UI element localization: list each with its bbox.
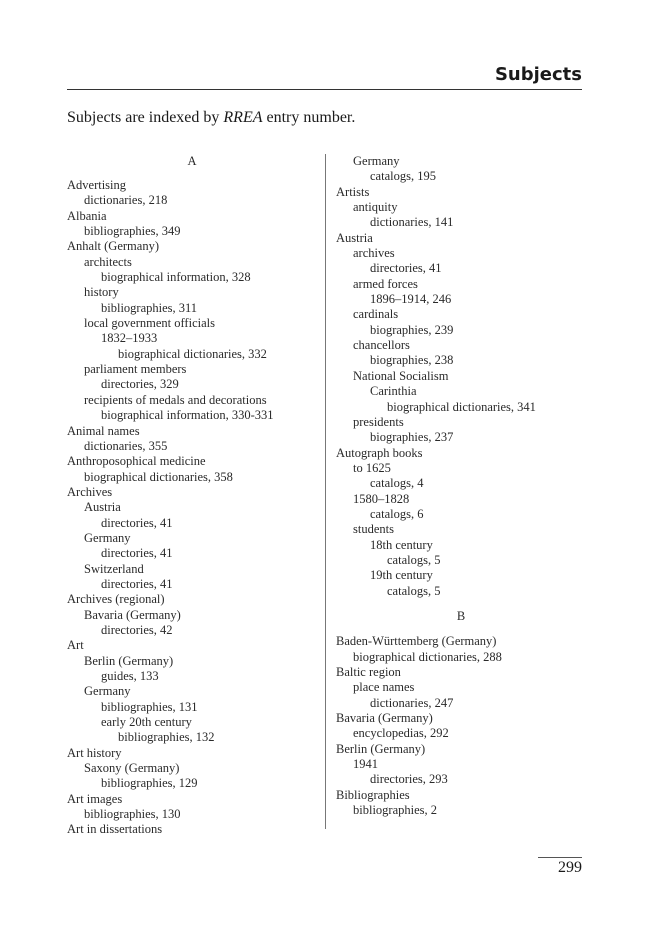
index-entry: biographical dictionaries, 332 xyxy=(118,346,267,361)
letter-heading-b: B xyxy=(456,608,466,623)
index-entry: directories, 42 xyxy=(101,622,173,637)
index-entry: Bavaria (Germany) xyxy=(336,711,433,726)
index-entry: catalogs, 195 xyxy=(370,169,436,184)
index-entry: Germany xyxy=(84,684,131,699)
index-entry: guides, 133 xyxy=(101,669,159,683)
index-entry: Autograph books xyxy=(336,445,423,460)
index-entry: dictionaries, 141 xyxy=(370,215,454,230)
index-entry: biographical dictionaries, 358 xyxy=(84,469,233,484)
index-entry: recipients of medals and decorations xyxy=(84,392,267,407)
index-entry: National Socialism xyxy=(353,368,449,383)
index-entry: Austria xyxy=(84,500,121,515)
intro-text xyxy=(67,109,355,127)
index-entry: Art xyxy=(67,638,84,653)
index-entry: dictionaries, 355 xyxy=(84,438,168,453)
index-entry: Saxony (Germany) xyxy=(84,761,180,776)
index-entry: catalogs, 6 xyxy=(370,506,424,521)
index-entry: Anhalt (Germany) xyxy=(67,239,159,254)
index-entry: catalogs, 5 xyxy=(387,552,441,567)
index-entry: directories, 293 xyxy=(370,772,448,787)
header-rule xyxy=(67,89,582,90)
right-entries-b xyxy=(336,634,586,818)
index-entry: Bibliographies xyxy=(336,787,410,802)
index-entry: students xyxy=(353,522,394,537)
index-entry: directories, 41 xyxy=(101,576,173,591)
index-entry: archives xyxy=(353,246,395,261)
index-entry: biographies, 239 xyxy=(370,322,454,337)
index-entry: Berlin (Germany) xyxy=(84,653,174,668)
section-title: Subjects xyxy=(494,64,582,85)
page-number: 299 xyxy=(558,859,582,876)
index-entry: chancellors xyxy=(353,338,410,353)
index-entry: catalogs, 4 xyxy=(370,476,424,491)
index-entry: Berlin (Germany) xyxy=(336,741,426,756)
index-entry: directories, 329 xyxy=(101,377,179,392)
index-entry: Baden-Württemberg (Germany) xyxy=(336,634,497,649)
index-entry: biographical dictionaries, 288 xyxy=(353,649,502,664)
index-entry: 19th century xyxy=(370,568,433,583)
index-entry: biographical information, 328 xyxy=(101,270,251,285)
index-column-left xyxy=(67,154,317,838)
index-entry: Germany xyxy=(353,154,400,168)
index-entry: bibliographies, 130 xyxy=(84,807,181,822)
index-entry: bibliographies, 349 xyxy=(84,224,181,239)
index-entry: Artists xyxy=(336,184,370,199)
index-entry: Animal names xyxy=(67,423,140,438)
index-entry: Archives (regional) xyxy=(67,592,165,607)
index-entry: bibliographies, 131 xyxy=(101,699,198,714)
index-entry: biographies, 237 xyxy=(370,430,454,445)
index-entry: 1941 xyxy=(353,757,378,772)
index-entry: Switzerland xyxy=(84,561,144,576)
index-entry: encyclopedias, 292 xyxy=(353,726,449,741)
index-entry: Carinthia xyxy=(370,384,417,399)
intro-emphasis: RREA xyxy=(223,109,263,126)
index-entry: Art in dissertations xyxy=(67,822,163,837)
index-entry: bibliographies, 129 xyxy=(101,776,198,791)
index-entry: Advertising xyxy=(67,178,127,192)
column-divider xyxy=(325,154,326,829)
index-entry: armed forces xyxy=(353,276,418,291)
index-entry: 18th century xyxy=(370,537,433,552)
footer-rule xyxy=(538,857,582,858)
index-entry: dictionaries, 218 xyxy=(84,193,168,208)
intro-suffix: entry number. xyxy=(262,109,356,126)
intro-prefix: Subjects are indexed by xyxy=(67,109,224,126)
index-entry: Art history xyxy=(67,745,122,760)
index-entry: antiquity xyxy=(353,200,398,215)
index-entry: bibliographies, 2 xyxy=(353,803,438,818)
index-column-right xyxy=(336,154,586,818)
index-entry: bibliographies, 311 xyxy=(101,300,198,315)
index-entry: parliament members xyxy=(84,362,187,377)
index-entry: Archives xyxy=(67,484,113,499)
right-entries-a xyxy=(336,154,586,599)
index-entry: dictionaries, 247 xyxy=(370,695,454,710)
index-entry: Germany xyxy=(84,530,131,545)
index-entry: biographical information, 330-331 xyxy=(101,408,274,423)
index-entry: Albania xyxy=(67,208,107,223)
index-entry: cardinals xyxy=(353,307,399,322)
index-entry: Austria xyxy=(336,230,373,245)
index-entry: 1832–1933 xyxy=(101,331,158,346)
index-entry: 1896–1914, 246 xyxy=(370,292,452,307)
index-entry: history xyxy=(84,285,119,300)
index-entry: directories, 41 xyxy=(370,261,442,276)
index-entry: architects xyxy=(84,254,132,269)
left-entries xyxy=(67,178,317,838)
letter-heading-a: A xyxy=(187,154,197,168)
index-entry: directories, 41 xyxy=(101,546,173,561)
index-entry: Art images xyxy=(67,791,123,806)
index-entry: biographies, 238 xyxy=(370,353,454,368)
index-entry: directories, 41 xyxy=(101,515,173,530)
index-entry: early 20th century xyxy=(101,715,192,730)
index-entry: catalogs, 5 xyxy=(387,583,441,598)
index-entry: Baltic region xyxy=(336,665,401,679)
index-entry: presidents xyxy=(353,414,404,429)
index-entry: 1580–1828 xyxy=(353,491,410,506)
index-entry: biographical dictionaries, 341 xyxy=(387,399,536,414)
index-entry: bibliographies, 132 xyxy=(118,730,215,745)
index-entry: to 1625 xyxy=(353,460,391,475)
index-entry: place names xyxy=(353,680,415,695)
index-entry: Anthroposophical medicine xyxy=(67,454,206,469)
index-entry: local government officials xyxy=(84,316,215,331)
index-entry: Bavaria (Germany) xyxy=(84,607,181,622)
